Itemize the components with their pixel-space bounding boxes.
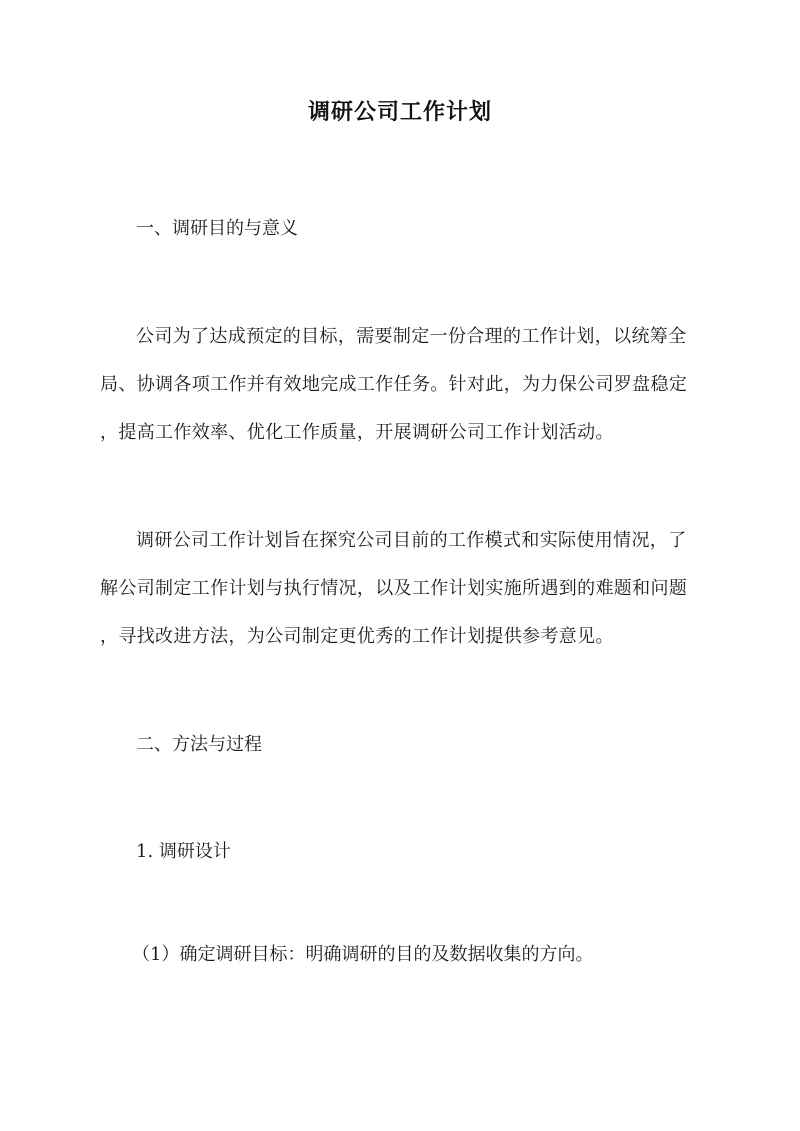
paragraph-line: 公司为了达成预定的目标，需要制定一份合理的工作计划，以统筹全 (136, 326, 687, 347)
paragraph-purpose (100, 313, 710, 457)
paragraph-line: ，提高工作效率、优化工作质量，开展调研公司工作计划活动。 (100, 422, 614, 443)
paragraph-line: 局、协调各项工作并有效地完成工作任务。针对此，为力保公司罗盘稳定 (100, 374, 688, 395)
section-heading-purpose: 一、调研目的与意义 (136, 218, 298, 239)
paragraph-objective (100, 517, 710, 661)
document-title: 调研公司工作计划 (307, 99, 492, 125)
paragraph-line: 解公司制定工作计划与执行情况，以及工作计划实施所遇到的难题和问题 (100, 578, 688, 599)
section-heading-method: 二、方法与过程 (136, 734, 262, 755)
paragraph-line: ，寻找改进方法，为公司制定更优秀的工作计划提供参考意见。 (100, 626, 614, 647)
paragraph-line: 调研公司工作计划旨在探究公司目前的工作模式和实际使用情况，了 (136, 530, 687, 551)
subsection-heading-design: 1. 调研设计 (136, 841, 231, 862)
list-item-research-goal: （1）确定调研目标：明确调研的目的及数据收集的方向。 (132, 944, 594, 965)
